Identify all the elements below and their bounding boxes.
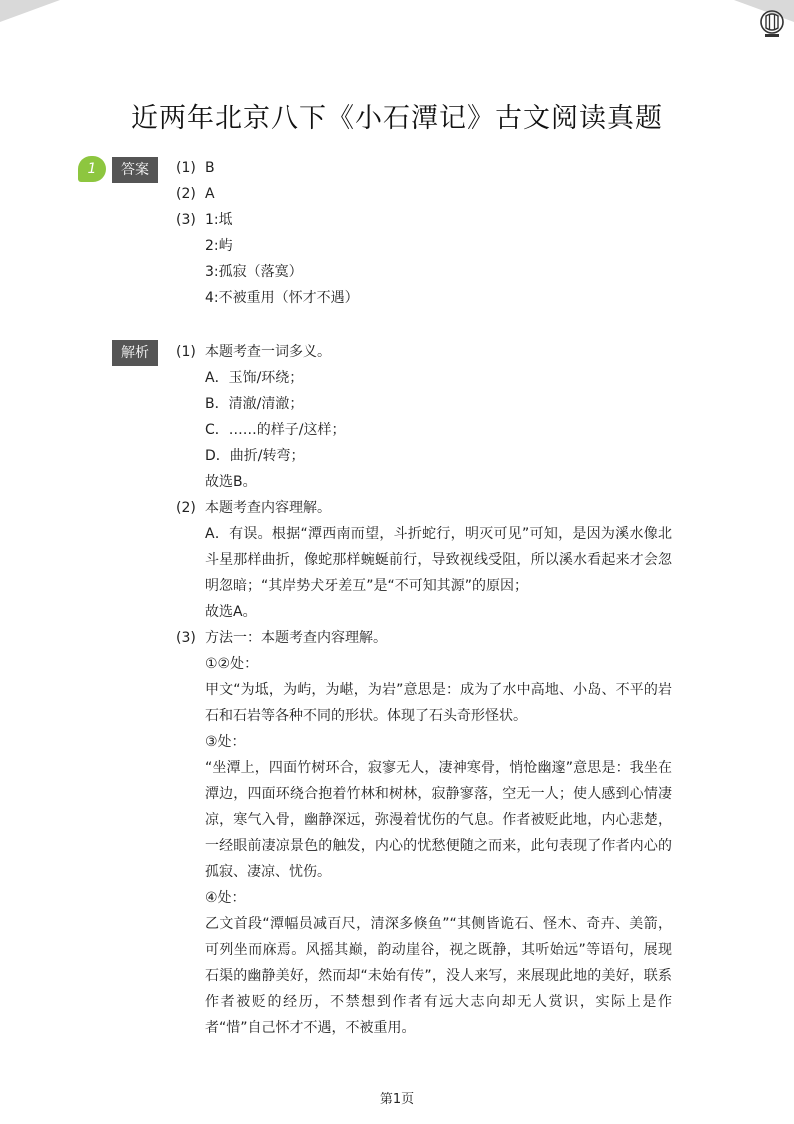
analysis-subheading: ④处：: [205, 890, 246, 906]
analysis-subheading: ③处：: [205, 734, 246, 750]
answer-item-1: [176, 155, 672, 181]
analysis-paragraph: 乙文首段“潭幅员减百尺，清深多倏鱼”“其侧皆诡石、怪木、奇卉、美箭，可列坐而庥焉。风摇其巅，韵动崖谷，视之既静，其听始远”等语句，展现石渠的幽静美好，然而却“未始有传”，没人来写，来展现此地的美好，联系作者被贬的经历，不禁想到作者有远大志向却无人赏识，实际上是作者“惜”自己怀才不遇，不被重用。: [205, 916, 672, 1036]
page-title: 近两年北京八下《小石潭记》古文阅读真题: [131, 103, 663, 134]
analysis-block: [176, 339, 672, 1041]
question-number-badge: 1: [78, 156, 106, 182]
answer-item-3: [176, 207, 672, 311]
answer-line: 2:屿: [205, 238, 233, 254]
analysis-paragraph: “坐潭上，四面竹树环合，寂寥无人，凄神寒骨，悄怆幽邃”意思是：我坐在潭边，四面环绕合抱着竹林和树林，寂静寥落，空无一人；使人感到心情凄凉，寒气入骨，幽静深远，弥漫着忧伤的气息。作者被贬此地，内心悲楚，一经眼前凄凉景色的触发，内心的忧愁便随之而来，此句表现了作者内心的孤寂、凄凉、忧伤。: [205, 760, 672, 880]
answer-line: 1:坻: [205, 212, 233, 228]
page-corner-decoration-left: [0, 0, 60, 22]
analysis-paragraph: 甲文“为坻，为屿，为嵁，为岩”意思是：成为了水中高地、小岛、不平的岩石和石岩等各种不同的形状。体现了石头奇形怪状。: [205, 682, 672, 724]
analysis-item-label: (1): [176, 344, 196, 360]
analysis-subheading: ①②处：: [205, 656, 259, 672]
analysis-paragraph: A．有误。根据“潭西南而望，斗折蛇行，明灭可见”可知，是因为溪水像北斗星那样曲折，像蛇那样蜿蜒前行，导致视线受阻，所以溪水看起来才会忽明忽暗；“其岸势犬牙差互”是“不可知其源”的原因；: [205, 526, 672, 594]
analysis-tag: 解析: [112, 340, 158, 366]
analysis-line: A．玉饰/环绕；: [205, 370, 304, 386]
analysis-item-3: [176, 625, 672, 1041]
answer-line: 3:孤寂（落寞）: [205, 264, 303, 280]
answer-item-label: (2): [176, 186, 196, 202]
analysis-item-2: [176, 495, 672, 625]
answer-line: B: [205, 160, 215, 176]
answer-item-2: [176, 181, 672, 207]
answer-item-label: (1): [176, 160, 196, 176]
analysis-item-label: (3): [176, 630, 196, 646]
analysis-line: C．……的样子/这样；: [205, 422, 346, 438]
answer-tag: 答案: [112, 157, 158, 183]
answer-line: 4:不被重用（怀才不遇）: [205, 290, 359, 306]
answer-block: [176, 155, 672, 311]
analysis-item-1: [176, 339, 672, 495]
publisher-logo-icon: [757, 8, 787, 40]
analysis-line: D．曲折/转弯；: [205, 448, 305, 464]
answer-item-label: (3): [176, 212, 196, 228]
analysis-line: 本题考查内容理解。: [205, 500, 331, 516]
analysis-line: 方法一：本题考查内容理解。: [205, 630, 387, 646]
page-number: 第1页: [379, 1092, 415, 1107]
analysis-item-label: (2): [176, 500, 196, 516]
analysis-line: 故选B。: [205, 474, 257, 490]
answer-line: A: [205, 186, 215, 202]
analysis-line: B．清澈/清澈；: [205, 396, 304, 412]
analysis-line: 本题考查一词多义。: [205, 344, 331, 360]
analysis-line: 故选A。: [205, 604, 257, 620]
